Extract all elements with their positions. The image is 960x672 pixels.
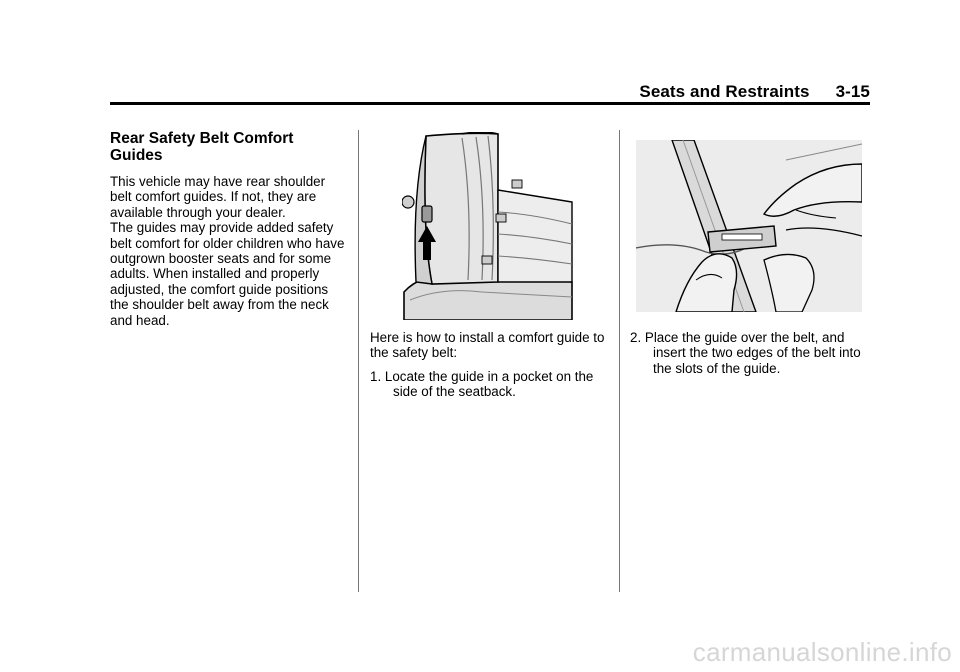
section-title: Seats and Restraints bbox=[639, 82, 810, 101]
column-3-text bbox=[630, 330, 870, 376]
watermark: carmanualsonline.info bbox=[692, 637, 952, 667]
page-number: 3-15 bbox=[835, 82, 870, 101]
paragraph-1: This vehicle may have rear shoulder belt comfort guides. If not, they are available through your dealer. bbox=[110, 174, 326, 220]
hands-installing-guide-illustration bbox=[636, 140, 862, 312]
install-intro: Here is how to install a comfort guide to the safety belt: bbox=[370, 330, 605, 361]
page-header bbox=[110, 80, 870, 104]
column-1 bbox=[110, 130, 350, 328]
step-1: 1. Locate the guide in a pocket on the side of the seatback. bbox=[370, 368, 594, 400]
column-divider-left bbox=[358, 130, 359, 592]
header-rule bbox=[110, 102, 870, 105]
seatback-guide-pocket-illustration bbox=[402, 132, 574, 320]
paragraph-2: The guides may provide added safety belt comfort for older children who have outgrown booster seats and for some adults. When installed and properly adjusted, the comfort guide positions the shoulder belt away from the neck and head. bbox=[110, 220, 345, 328]
column-divider-right bbox=[619, 130, 620, 592]
column-2-text bbox=[370, 330, 605, 400]
step-2: 2. Place the guide over the belt, and insert the two edges of the belt into the slots of the guide. bbox=[630, 330, 861, 376]
section-heading: Rear Safety Belt Comfort Guides bbox=[110, 130, 294, 164]
